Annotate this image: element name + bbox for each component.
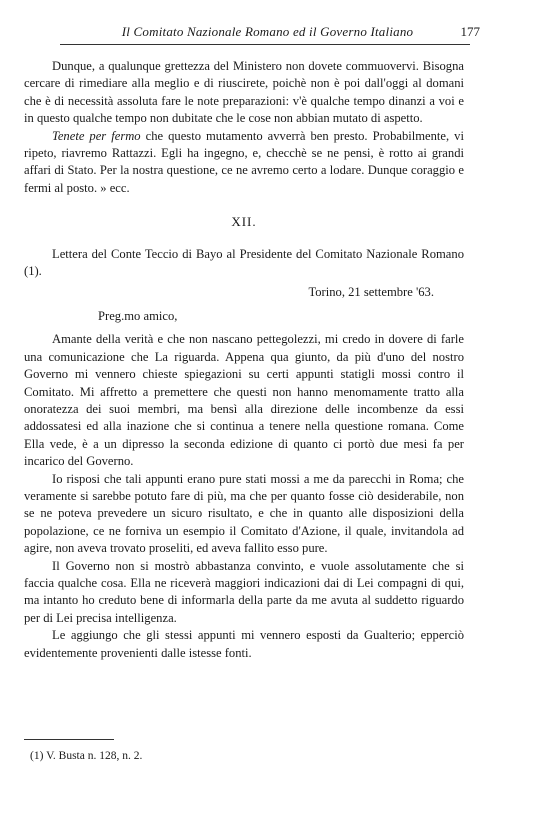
footnote-rule bbox=[24, 739, 114, 740]
paragraph-5: Il Governo non si mostrò abbastanza convinto, e vuole assolutamente che si faccia qualche cosa. Ella ne riceverà maggiori indicazioni dai di Lei compagni di qui, ma intanto ho creduto bene di informarla della parte da me avuta al suddetto riguardo per di Lei precisa intelligenza. bbox=[24, 558, 464, 625]
salutation: Preg.mo amico, bbox=[98, 308, 178, 323]
page-number: 177 bbox=[460, 24, 480, 39]
footnote: (1) V. Busta n. 128, n. 2. bbox=[30, 750, 143, 762]
section-number: XII. bbox=[231, 214, 257, 230]
paragraph-6: Le aggiungo che gli stessi appunti mi vennero esposti da Gualterio; epperciò evidentemente provenienti dalle istesse fonti. bbox=[24, 628, 464, 660]
body-text bbox=[24, 58, 464, 662]
paragraph-2 bbox=[24, 128, 464, 198]
paragraph-2-rest: che questo mutamento avverrà ben presto. Probabilmente, vi ripeto, riavremo Rattazzi. Egli ha ingegno, e, checchè se ne pensi, è rotto ai grandi affari di Stato. Per la nostra questione, ce ne avremo certo a lodare. Dunque coraggio e fermi al posto. » ecc. bbox=[24, 128, 464, 195]
dateline: Torino, 21 settembre '63. bbox=[308, 285, 434, 300]
header-rule bbox=[60, 44, 470, 45]
letter-title: Lettera del Conte Teccio di Bayo al Presidente del Comitato Nazionale Romano (1). bbox=[24, 246, 464, 279]
italic-phrase: Tenete per fermo bbox=[52, 128, 141, 143]
paragraph-1: Dunque, a qualunque grettezza del Ministero non dovete commuovervi. Bisogna cercare di rimediare alla meglio e di riuscirete, poichè non è poi dall'oggi al domani che è di necessità assoluta fare le note preparazioni: v'è qualche tempo dinanzi a voi e in questo qualche tempo non dubitate che le cose non abbian mutato di aspetto. bbox=[24, 59, 464, 126]
paragraph-4: Io risposi che tali appunti erano pure stati mossi a me da parecchi in Roma; che veramente si sarebbe potuto fare di più, ma che per quanto fosse ciò desiderabile, non se ne poteva prevedere un sicuro risultato, e che in quanto alle disposizioni della popolazione, ce ne forniva un esempio il Comitato d'Azione, il quale, invitandola ad agire, non aveva trovato proseliti, ed aveva fallito esso pure. bbox=[24, 471, 464, 556]
paragraph-3: Amante della verità e che non nascano pettegolezzi, mi credo in dovere di farle una comunicazione che La riguarda. Appena qua giunto, da più d'uno del nostro Governo mi vennero chieste spiegazioni su certi appunti statigli mossi contro il Comitato. Mi affretto a premettere che questi non hanno menomamente tratto alla onoratezza dei suoi membri, ma bensì alla direzione delle incombenze da essi addossatesi ed alla inazione che si continua a tenere nella questione romana. Come Ella vede, è a un dipresso la seconda edizione di quanto ci portò due mesi fa per incarico del Governo. bbox=[24, 332, 464, 469]
running-title: Il Comitato Nazionale Romano ed il Governo Italiano bbox=[121, 24, 414, 39]
